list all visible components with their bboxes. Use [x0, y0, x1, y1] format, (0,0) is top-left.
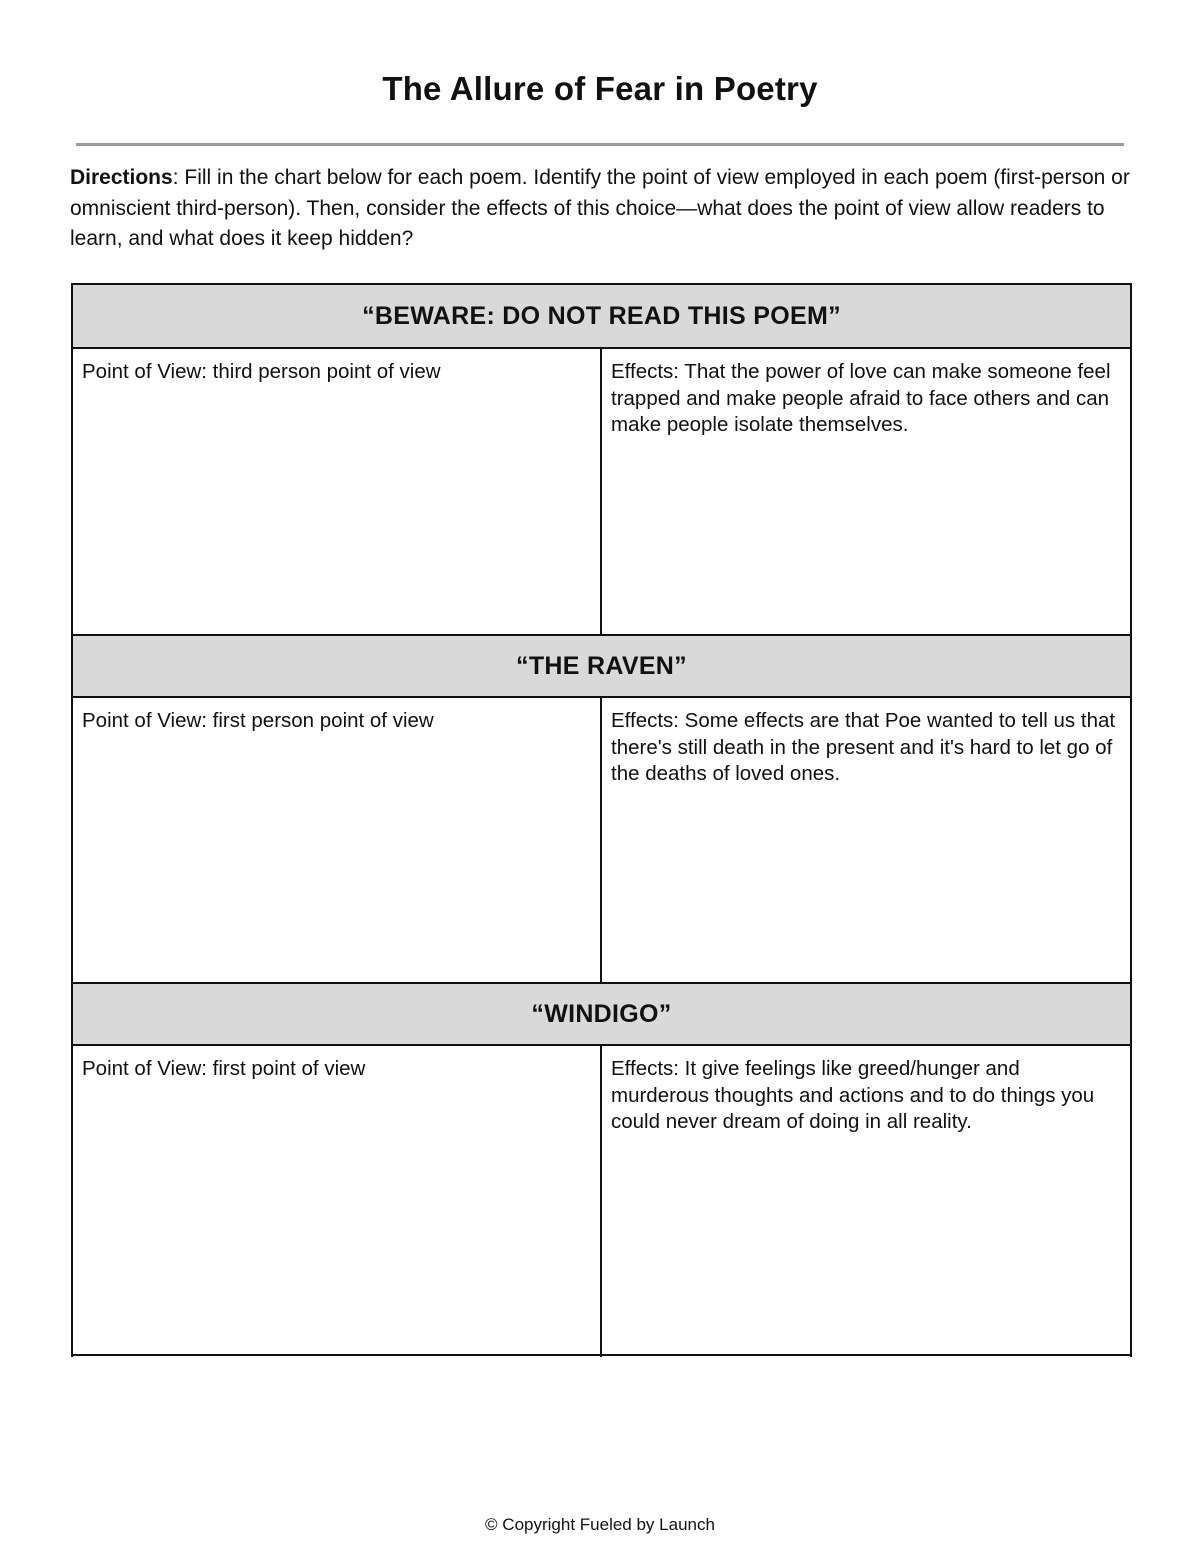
title-divider — [76, 143, 1124, 146]
poem-heading-1: “BEWARE: DO NOT READ THIS POEM” — [73, 285, 1130, 349]
point-of-view-cell-1[interactable]: Point of View: third person point of view — [73, 349, 602, 634]
directions-label: Directions — [70, 166, 173, 189]
poem-heading-3: “WINDIGO” — [73, 982, 1130, 1046]
chart-bottom-border — [71, 1354, 1132, 1356]
page-title: The Allure of Fear in Poetry — [382, 70, 818, 107]
point-of-view-cell-2[interactable]: Point of View: first person point of view — [73, 698, 602, 982]
point-of-view-cell-3[interactable]: Point of View: first point of view — [73, 1046, 602, 1357]
effects-cell-3[interactable]: Effects: It give feelings like greed/hunger and murderous thoughts and actions and to do things you could never dream of doing in all reality. — [611, 1057, 1095, 1133]
poem-chart — [71, 283, 1132, 1357]
directions-paragraph — [70, 163, 1130, 255]
effects-cell-1[interactable]: Effects: That the power of love can make someone feel trapped and make people afraid to face others and can make people isolate themselves. — [611, 360, 1111, 436]
directions-text: : Fill in the chart below for each poem. Identify the point of view employed in each poem (first-person or omniscient third-person). Then, consider the effects of this choice—what does the point of view allow readers to learn, and what does it keep hidden? — [70, 166, 1130, 250]
copyright-footer: © Copyright Fueled by Launch — [485, 1515, 715, 1534]
effects-cell-2[interactable]: Effects: Some effects are that Poe wanted to tell us that there's still death in the present and it's hard to let go of the deaths of loved ones. — [611, 709, 1116, 785]
poem-heading-2: “THE RAVEN” — [73, 634, 1130, 698]
